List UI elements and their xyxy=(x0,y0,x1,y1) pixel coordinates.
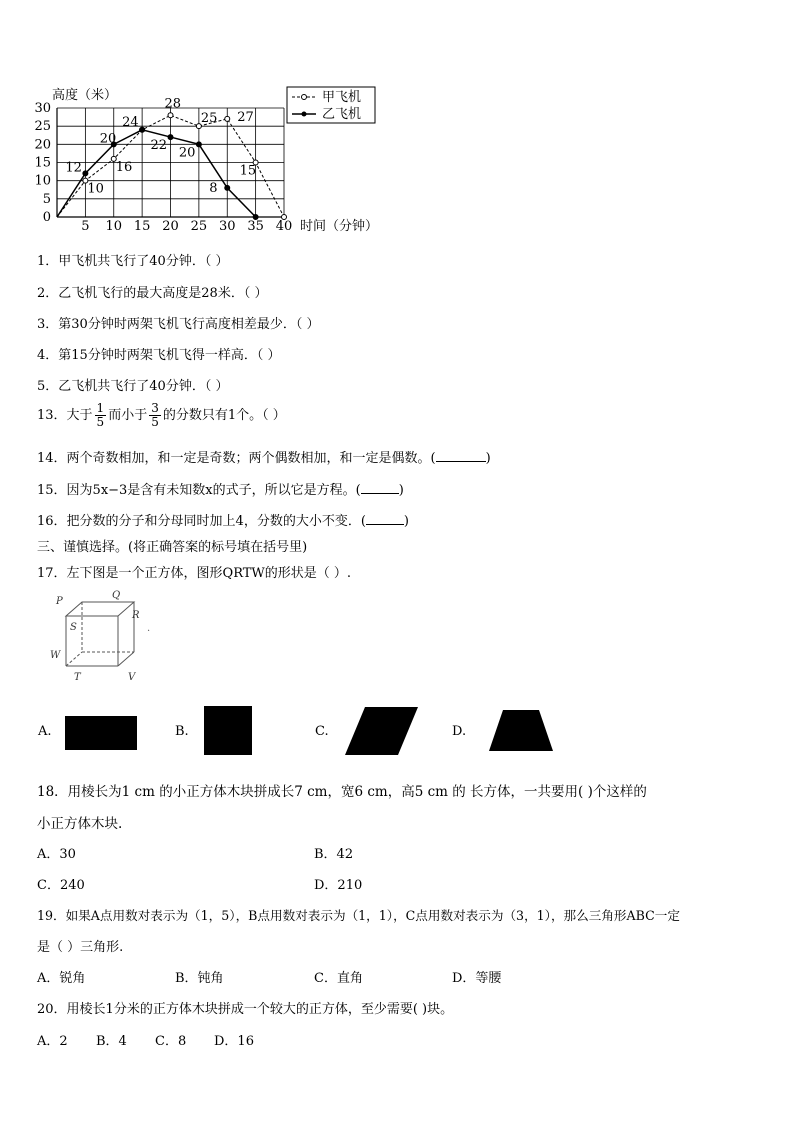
q18-option-a[interactable]: A．30 xyxy=(37,847,76,862)
series-b-data-label: 20 xyxy=(99,131,117,147)
question-13 xyxy=(37,402,286,429)
question-17: 17．左下图是一个正方体，图形QRTW的形状是（ ）. xyxy=(37,566,352,581)
x-tick-label: 35 xyxy=(247,219,264,234)
legend-series-a: 甲飞机 xyxy=(322,90,362,105)
fraction-one-fifth xyxy=(95,402,107,429)
fraction-denominator: 5 xyxy=(151,415,159,429)
series-b-point xyxy=(196,142,201,147)
y-tick-label: 10 xyxy=(34,173,51,189)
answer-blank[interactable] xyxy=(366,512,404,525)
question-20: 20．用棱长1分米的正方体木块拼成一个较大的正方体，至少需要( )块。 xyxy=(37,1002,454,1017)
answer-blank[interactable] xyxy=(361,481,399,494)
x-tick-label: 25 xyxy=(190,219,208,234)
question-19-line-2: 是（ ）三角形. xyxy=(37,940,124,955)
q13-text-c: 的分数只有1个。（ ） xyxy=(162,408,286,423)
section-3-heading: 三、谨慎选择。(将正确答案的标号填在括号里) xyxy=(37,540,308,555)
vertex-v: V xyxy=(128,672,136,683)
vertex-q: Q xyxy=(112,590,121,601)
q14-text: 14．两个奇数相加，和一定是奇数；两个偶数相加，和一定是偶数。( xyxy=(37,451,436,466)
q18-option-d[interactable]: D．210 xyxy=(314,878,363,893)
chart-legend xyxy=(287,87,375,123)
y-axis-label: 高度（米） xyxy=(52,88,118,103)
q17-option-b-label[interactable]: B. xyxy=(175,724,189,739)
series-b-point xyxy=(168,135,173,140)
question-18-line-2: 小正方体木块. xyxy=(37,816,123,832)
series-b-data-label: 8 xyxy=(209,180,218,196)
x-tick-label: 5 xyxy=(81,219,90,234)
y-tick-label: 20 xyxy=(34,137,51,153)
q17-option-c-label[interactable]: C. xyxy=(315,724,329,739)
series-a-data-label: 10 xyxy=(87,181,104,197)
y-tick-label: 15 xyxy=(34,155,51,171)
vertex-r: R xyxy=(132,610,140,621)
y-tick-label: 0 xyxy=(42,210,51,225)
q18-option-c[interactable]: C．240 xyxy=(37,878,85,893)
series-a-point xyxy=(282,215,287,220)
q20-option-c[interactable]: C．8 xyxy=(155,1034,187,1049)
question-2: 2．乙飞机飞行的最大高度是28米．（ ） xyxy=(37,286,268,301)
series-a-point xyxy=(225,116,230,121)
cube-figure xyxy=(44,588,164,688)
series-b-point xyxy=(253,215,258,220)
series-a-data-label: 27 xyxy=(237,109,254,125)
q17-option-d-label[interactable]: D. xyxy=(452,724,467,739)
q16-text: 16．把分数的分子和分母同时加上4，分数的大小不变．( xyxy=(37,514,366,529)
q15-text: 15．因为5x−3是含有未知数x的式子，所以它是方程。( xyxy=(37,483,361,498)
y-tick-label: 25 xyxy=(34,119,51,135)
fraction-numerator: 1 xyxy=(96,401,105,415)
q17-option-a-label[interactable]: A. xyxy=(38,724,52,739)
question-4: 4．第15分钟时两架飞机飞得一样高．（ ） xyxy=(37,348,281,363)
vertex-w: W xyxy=(50,650,61,661)
series-a-data-label: 16 xyxy=(115,159,133,175)
vertex-t: T xyxy=(74,672,81,683)
series-b-point xyxy=(83,171,88,176)
q20-option-a[interactable]: A．2 xyxy=(37,1034,68,1049)
q13-text-a: 13．大于 xyxy=(37,408,93,423)
q20-option-d[interactable]: D．16 xyxy=(214,1034,254,1049)
shape-square xyxy=(204,706,252,755)
x-tick-label: 40 xyxy=(275,219,293,234)
series-b-data-label: 22 xyxy=(150,138,168,154)
vertex-p: P xyxy=(56,596,63,607)
series-a-point xyxy=(168,113,173,118)
question-1: 1．甲飞机共飞行了40分钟．（ ） xyxy=(37,254,229,269)
series-b-point xyxy=(225,185,230,190)
question-19-line-1: 19．如果A点用数对表示为（1，5），B点用数对表示为（1，1），C点用数对表示为（3，1），那么三角形ABC一定 xyxy=(37,908,680,923)
q15-close: ) xyxy=(398,483,404,498)
question-3: 3．第30分钟时两架飞机飞行高度相差最少．（ ） xyxy=(37,317,320,332)
altitude-line-chart xyxy=(30,85,390,240)
question-18-line-1: 18．用棱长为1 cm 的小正方体木块拼成长7 cm，宽6 cm，高5 cm 的 长方体，一共要用( )个这样的 xyxy=(37,784,647,800)
shape-parallelogram xyxy=(345,707,420,755)
question-14 xyxy=(37,447,491,466)
q19-option-b[interactable]: B．钝角 xyxy=(175,971,224,986)
shape-trapezoid xyxy=(489,710,554,752)
q19-option-c[interactable]: C．直角 xyxy=(314,971,363,986)
q19-option-a[interactable]: A．锐角 xyxy=(37,971,86,986)
q19-option-d[interactable]: D．等腰 xyxy=(452,971,502,986)
q18-option-b[interactable]: B．42 xyxy=(314,847,354,862)
series-b-data-label: 12 xyxy=(65,160,82,176)
answer-blank[interactable] xyxy=(436,449,486,462)
legend-series-b: 乙飞机 xyxy=(322,107,362,122)
y-tick-label: 5 xyxy=(42,191,51,207)
series-a-data-label: 28 xyxy=(164,96,182,112)
q20-option-b[interactable]: B．4 xyxy=(96,1034,127,1049)
svg-text:·: · xyxy=(147,626,151,637)
series-b-point xyxy=(140,127,145,132)
series-b-data-label: 24 xyxy=(122,114,139,130)
x-axis-label: 时间（分钟） xyxy=(300,219,379,234)
q16-close: ) xyxy=(403,514,409,529)
fraction-numerator: 3 xyxy=(151,401,159,415)
chart-series xyxy=(57,96,287,219)
q13-text-b: 而小于 xyxy=(108,408,148,423)
fraction-three-fifths xyxy=(149,402,161,429)
question-15 xyxy=(37,479,404,498)
fraction-denominator: 5 xyxy=(96,415,105,429)
x-tick-label: 10 xyxy=(105,219,123,234)
x-tick-label: 15 xyxy=(133,219,151,234)
series-a-data-label: 15 xyxy=(239,163,257,179)
q14-close: ) xyxy=(485,451,491,466)
series-a-data-label: 25 xyxy=(200,111,218,127)
series-b-data-label: 20 xyxy=(178,145,196,161)
question-16 xyxy=(37,510,409,529)
vertex-s: S xyxy=(70,622,77,633)
shape-wide-rectangle xyxy=(65,716,137,750)
x-tick-label: 30 xyxy=(218,219,236,234)
question-5: 5．乙飞机共飞行了40分钟．（ ） xyxy=(37,379,229,394)
x-tick-label: 20 xyxy=(162,219,179,234)
y-tick-label: 30 xyxy=(34,101,51,116)
